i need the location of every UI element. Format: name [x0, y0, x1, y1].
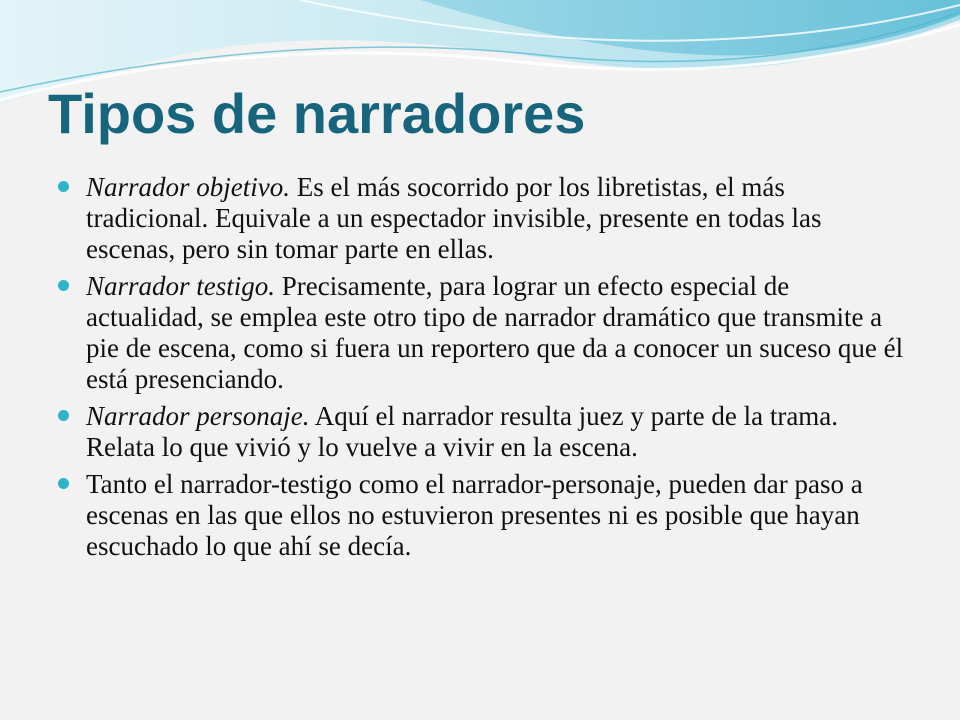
bullet-text: Tanto el narrador-testigo como el narrador-personaje, pueden dar paso a escenas en las que ellos no estuvieron presentes ni es posible que hayan escuchado lo que ahí se decía. [86, 469, 863, 561]
bullet-term: Narrador personaje. [86, 401, 310, 431]
bullet-text: Precisamente, para lograr un efecto especial de actualidad, se emplea este otro tipo de narrador dramático que transmite a pie de escena, como si fuera un reportero que da a conocer un suceso que él está presenciando. [86, 271, 904, 394]
bullet-dot-icon [58, 181, 69, 192]
bullet-text: Aquí el narrador resulta juez y parte de la trama. Relata lo que vivió y lo vuelve a vivir en la escena. [86, 401, 839, 462]
bullet-term: Narrador objetivo. [86, 172, 291, 202]
bullet-item-escenas [58, 469, 908, 562]
bullet-item-personaje [58, 401, 908, 463]
slide-title: Tipos de narradores [48, 82, 586, 145]
bullet-dot-icon [58, 478, 69, 489]
bullet-dot-icon [58, 410, 69, 421]
bullet-item-objetivo [58, 172, 908, 265]
bullet-dot-icon [58, 280, 69, 291]
bullet-list [58, 172, 908, 568]
bullet-text: Es el más socorrido por los libretistas, el más tradicional. Equivale a un espectador invisible, presente en todas las escenas, pero sin tomar parte en ellas. [86, 172, 822, 264]
bullet-item-testigo [58, 271, 908, 395]
bullet-term: Narrador testigo. [86, 271, 276, 301]
